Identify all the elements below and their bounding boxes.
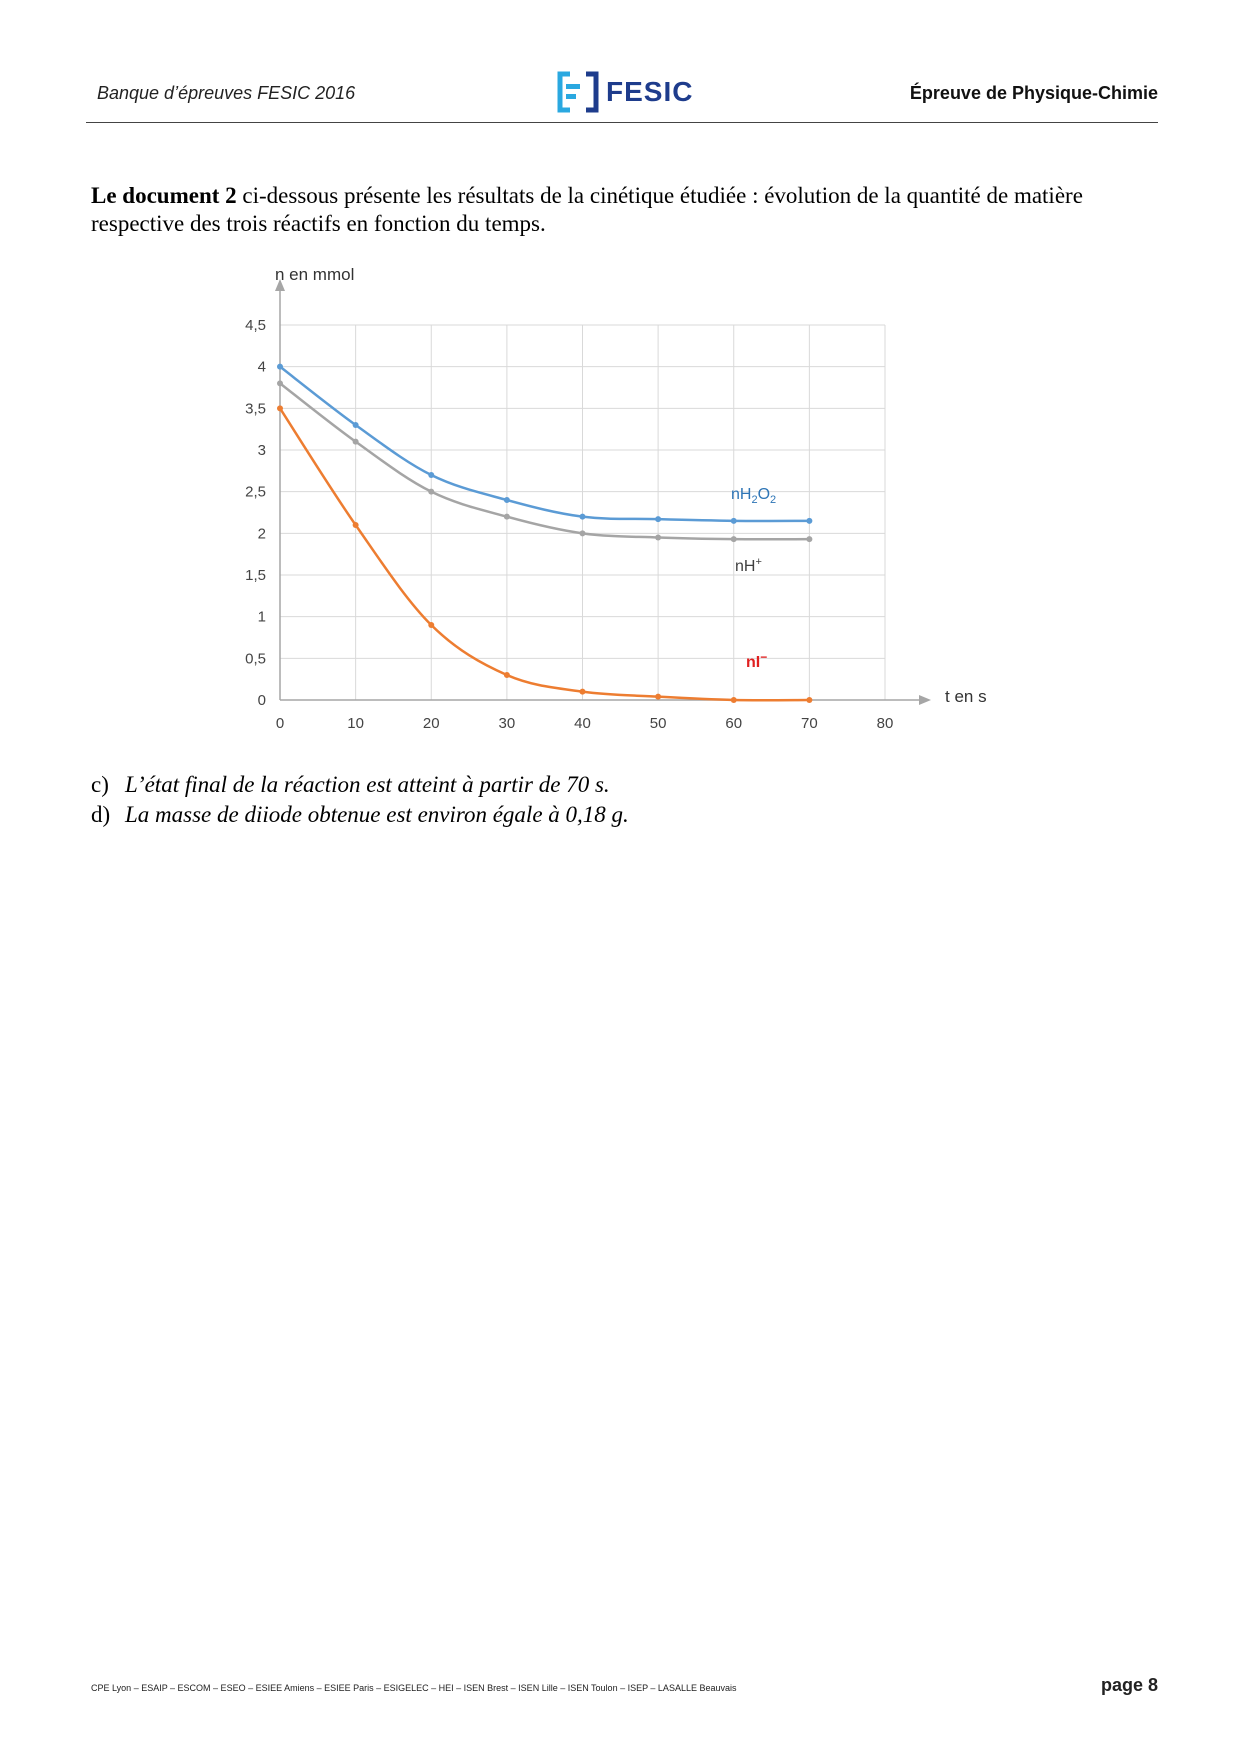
data-point (731, 536, 737, 542)
data-point (806, 536, 812, 542)
data-point (580, 514, 586, 520)
data-point (277, 405, 283, 411)
data-point (504, 672, 510, 678)
y-tick-label: 2,5 (245, 483, 266, 501)
data-point (731, 518, 737, 524)
x-tick-label: 30 (498, 715, 516, 732)
x-tick-label: 40 (574, 715, 591, 732)
statement-d (91, 800, 629, 830)
x-tick-label: 50 (649, 715, 667, 732)
x-tick-label: 70 (801, 715, 818, 732)
x-axis-label: t en s (945, 687, 987, 706)
page-number: page 8 (1100, 1675, 1158, 1695)
x-tick-label: 80 (876, 715, 894, 732)
data-point (428, 472, 434, 478)
data-point (655, 516, 661, 522)
x-tick-label: 10 (347, 715, 364, 732)
x-tick-label: 60 (725, 715, 743, 732)
data-point (731, 697, 737, 703)
data-point (428, 489, 434, 495)
kinetics-chart (200, 255, 1020, 755)
y-tick-label: 3 (257, 442, 266, 459)
series-line-2 (280, 408, 809, 700)
y-tick-label: 1,5 (245, 567, 266, 584)
data-point (806, 518, 812, 524)
data-point (353, 439, 359, 445)
header-left-title: Banque d’épreuves FESIC 2016 (97, 83, 356, 103)
statement-c (91, 770, 629, 800)
data-point (655, 535, 661, 541)
x-tick-label: 20 (422, 715, 440, 732)
series-label-hplus: nH+ (735, 556, 762, 575)
data-point (277, 364, 283, 370)
data-point (428, 622, 434, 628)
data-point (655, 694, 661, 700)
data-point (353, 422, 359, 428)
chart-svg (200, 255, 1020, 755)
data-point (806, 697, 812, 703)
data-point (504, 514, 510, 520)
y-tick-label: 1 (257, 608, 266, 626)
fesic-logo (556, 70, 693, 114)
footer-schools: CPE Lyon – ESAIP – ESCOM – ESEO – ESIEE Amiens – ESIEE Paris – ESIGELEC – HEI – ISEN Brest – ISEN Lille – ISEN Toulon – ISEP – LASALLE Beauvais (91, 1683, 737, 1693)
y-tick-label: 0,5 (245, 650, 266, 668)
y-tick-label: 4,5 (245, 317, 266, 334)
data-point (580, 530, 586, 536)
statement-letter: d) (91, 802, 111, 827)
data-point (580, 689, 586, 695)
series-label-h2o2: $nH_2O_2$ (731, 486, 777, 506)
header-right-title: Épreuve de Physique-Chimie (909, 83, 1158, 103)
y-tick-label: 2 (257, 525, 266, 543)
x-axis-arrow (919, 695, 931, 705)
statement-text: La masse de diiode obtenue est environ égale à 0,18 g. (125, 802, 629, 827)
series-label-iminus: nI− (746, 650, 768, 671)
header-divider (86, 122, 1158, 123)
fesic-logo-icon (556, 70, 600, 114)
statement-letter: c) (91, 772, 109, 797)
logo-text: FESIC (606, 76, 694, 107)
y-tick-label: 0 (257, 692, 266, 709)
y-axis-label: n en mmol (275, 265, 355, 284)
y-tick-label: 3,5 (245, 400, 266, 418)
intro-text: ci-dessous présente les résultats de la cinétique étudiée : évolution de la quantité de matière respective des trois réactifs en fonction du temps. (91, 183, 1083, 236)
data-point (277, 380, 283, 386)
data-point (353, 522, 359, 528)
series-line-1 (280, 383, 809, 539)
intro-bold: Le document 2 (91, 183, 237, 208)
statements-list (91, 770, 629, 830)
x-tick-label: 0 (275, 715, 285, 732)
statement-text: L’état final de la réaction est atteint à partir de 70 s. (125, 772, 610, 797)
y-tick-label: 4 (257, 358, 266, 376)
data-point (504, 497, 510, 503)
intro-paragraph (91, 182, 1161, 238)
